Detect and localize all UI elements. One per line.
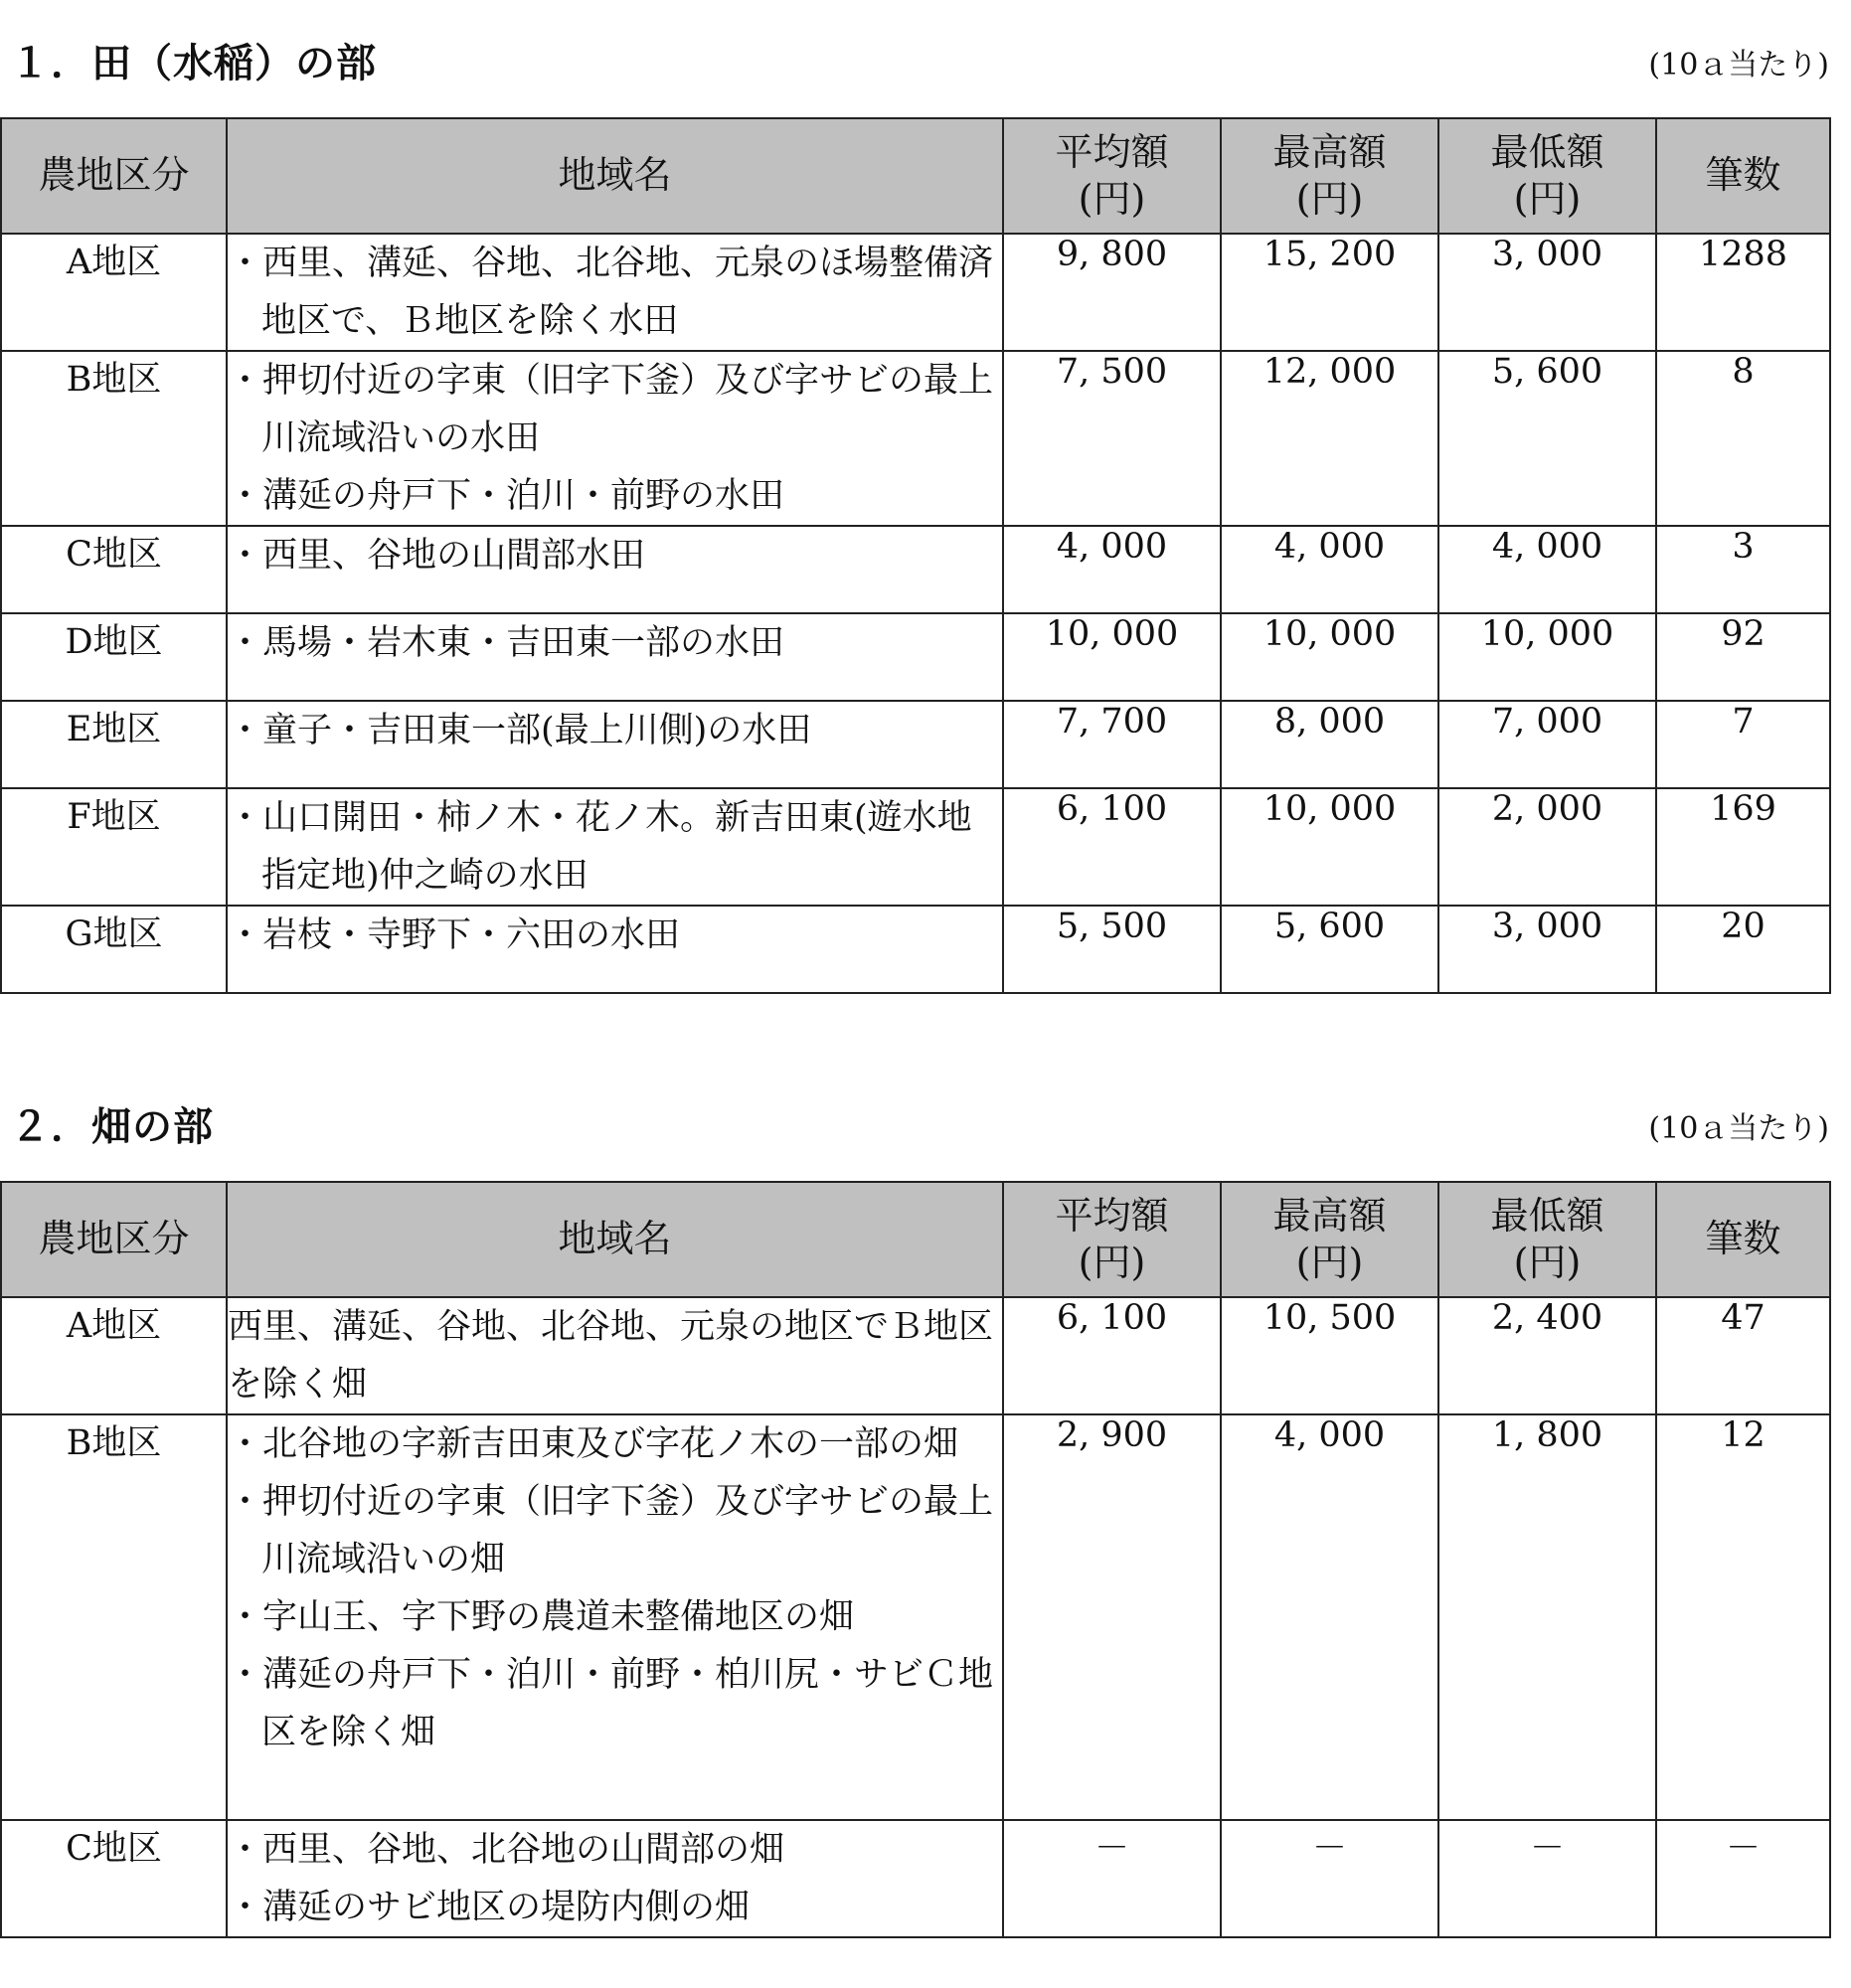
- field-table: [0, 1181, 1831, 1938]
- avg-cell: 7, 500: [1003, 351, 1221, 526]
- header-max: 最高額 (円): [1221, 1182, 1438, 1297]
- area-cell: ・岩枝・寺野下・六田の水田: [227, 906, 1003, 993]
- max-cell: 15, 200: [1221, 234, 1438, 351]
- paddy-table: [0, 117, 1831, 994]
- table-row: [1, 788, 1830, 906]
- min-cell: 7, 000: [1438, 701, 1656, 788]
- header-area: 地域名: [227, 1182, 1003, 1297]
- header-category: 農地区分: [1, 118, 227, 234]
- table-row: [1, 701, 1830, 788]
- table-row: [1, 1297, 1830, 1414]
- count-cell: 8: [1656, 351, 1830, 526]
- section-title: １．田（水稲）の部: [10, 41, 377, 86]
- count-cell: 3: [1656, 526, 1830, 613]
- category-cell: B地区: [1, 1414, 227, 1820]
- max-cell: 12, 000: [1221, 351, 1438, 526]
- header-category: 農地区分: [1, 1182, 227, 1297]
- category-cell: C地区: [1, 526, 227, 613]
- area-cell: ・西里、谷地の山間部水田: [227, 526, 1003, 613]
- min-cell: 4, 000: [1438, 526, 1656, 613]
- category-cell: F地区: [1, 788, 227, 906]
- section-header: [0, 0, 1829, 117]
- avg-cell: 2, 900: [1003, 1414, 1221, 1820]
- table-row: [1, 1820, 1830, 1937]
- header-avg: 平均額 (円): [1003, 1182, 1221, 1297]
- area-cell: 西里、溝延、谷地、北谷地、元泉の地区でＢ地区を除く畑: [227, 1297, 1003, 1414]
- count-cell: 169: [1656, 788, 1830, 906]
- table-row: [1, 613, 1830, 701]
- category-cell: E地区: [1, 701, 227, 788]
- min-cell: 1, 800: [1438, 1414, 1656, 1820]
- count-cell: 92: [1656, 613, 1830, 701]
- category-cell: G地区: [1, 906, 227, 993]
- section-field: [0, 1064, 1829, 1938]
- avg-cell: 5, 500: [1003, 906, 1221, 993]
- max-cell: 4, 000: [1221, 526, 1438, 613]
- area-cell: ・馬場・岩木東・吉田東一部の水田: [227, 613, 1003, 701]
- header-count: 筆数: [1656, 1182, 1830, 1297]
- table-row: [1, 234, 1830, 351]
- area-cell: ・西里、谷地、北谷地の山間部の畑 ・溝延のサビ地区の堤防内側の畑: [227, 1820, 1003, 1937]
- table-row: [1, 906, 1830, 993]
- max-cell: 5, 600: [1221, 906, 1438, 993]
- area-cell: ・西里、溝延、谷地、北谷地、元泉のほ場整備済地区で、Ｂ地区を除く水田: [227, 234, 1003, 351]
- table-row: [1, 1414, 1830, 1820]
- max-cell: 10, 000: [1221, 788, 1438, 906]
- table-row: [1, 351, 1830, 526]
- area-cell: ・童子・吉田東一部(最上川側)の水田: [227, 701, 1003, 788]
- avg-cell: 7, 700: [1003, 701, 1221, 788]
- header-count: 筆数: [1656, 118, 1830, 234]
- avg-cell: －: [1003, 1820, 1221, 1937]
- header-row: [1, 1182, 1830, 1297]
- min-cell: 2, 000: [1438, 788, 1656, 906]
- category-cell: C地区: [1, 1820, 227, 1937]
- min-cell: 2, 400: [1438, 1297, 1656, 1414]
- header-area: 地域名: [227, 118, 1003, 234]
- avg-cell: 6, 100: [1003, 1297, 1221, 1414]
- max-cell: 10, 000: [1221, 613, 1438, 701]
- category-cell: B地区: [1, 351, 227, 526]
- category-cell: D地区: [1, 613, 227, 701]
- count-cell: －: [1656, 1820, 1830, 1937]
- table-row: [1, 526, 1830, 613]
- area-cell: ・北谷地の字新吉田東及び字花ノ木の一部の畑 ・押切付近の字東（旧字下釜）及び字サビの最上川流域沿いの畑 ・字山王、字下野の農道未整備地区の畑 ・溝延の舟戸下・泊川・前野・柏川尻・サビＣ地区を除く畑: [227, 1414, 1003, 1820]
- avg-cell: 6, 100: [1003, 788, 1221, 906]
- max-cell: －: [1221, 1820, 1438, 1937]
- section-header: [0, 1064, 1829, 1181]
- header-min: 最低額 (円): [1438, 118, 1656, 234]
- count-cell: 1288: [1656, 234, 1830, 351]
- min-cell: 10, 000: [1438, 613, 1656, 701]
- max-cell: 10, 500: [1221, 1297, 1438, 1414]
- header-max: 最高額 (円): [1221, 118, 1438, 234]
- section-paddy: [0, 0, 1829, 994]
- min-cell: －: [1438, 1820, 1656, 1937]
- area-cell: ・山口開田・柿ノ木・花ノ木。新吉田東(遊水地指定地)仲之崎の水田: [227, 788, 1003, 906]
- section-title: ２．畑の部: [10, 1104, 214, 1150]
- count-cell: 47: [1656, 1297, 1830, 1414]
- category-cell: A地区: [1, 1297, 227, 1414]
- count-cell: 20: [1656, 906, 1830, 993]
- max-cell: 8, 000: [1221, 701, 1438, 788]
- unit-note: (10ａ当たり): [1648, 1111, 1829, 1146]
- count-cell: 12: [1656, 1414, 1830, 1820]
- min-cell: 3, 000: [1438, 234, 1656, 351]
- avg-cell: 10, 000: [1003, 613, 1221, 701]
- avg-cell: 4, 000: [1003, 526, 1221, 613]
- category-cell: A地区: [1, 234, 227, 351]
- header-row: [1, 118, 1830, 234]
- avg-cell: 9, 800: [1003, 234, 1221, 351]
- header-avg: 平均額 (円): [1003, 118, 1221, 234]
- header-min: 最低額 (円): [1438, 1182, 1656, 1297]
- area-cell: ・押切付近の字東（旧字下釜）及び字サビの最上川流域沿いの水田 ・溝延の舟戸下・泊川・前野の水田: [227, 351, 1003, 526]
- min-cell: 5, 600: [1438, 351, 1656, 526]
- min-cell: 3, 000: [1438, 906, 1656, 993]
- count-cell: 7: [1656, 701, 1830, 788]
- unit-note: (10ａ当たり): [1648, 48, 1829, 83]
- max-cell: 4, 000: [1221, 1414, 1438, 1820]
